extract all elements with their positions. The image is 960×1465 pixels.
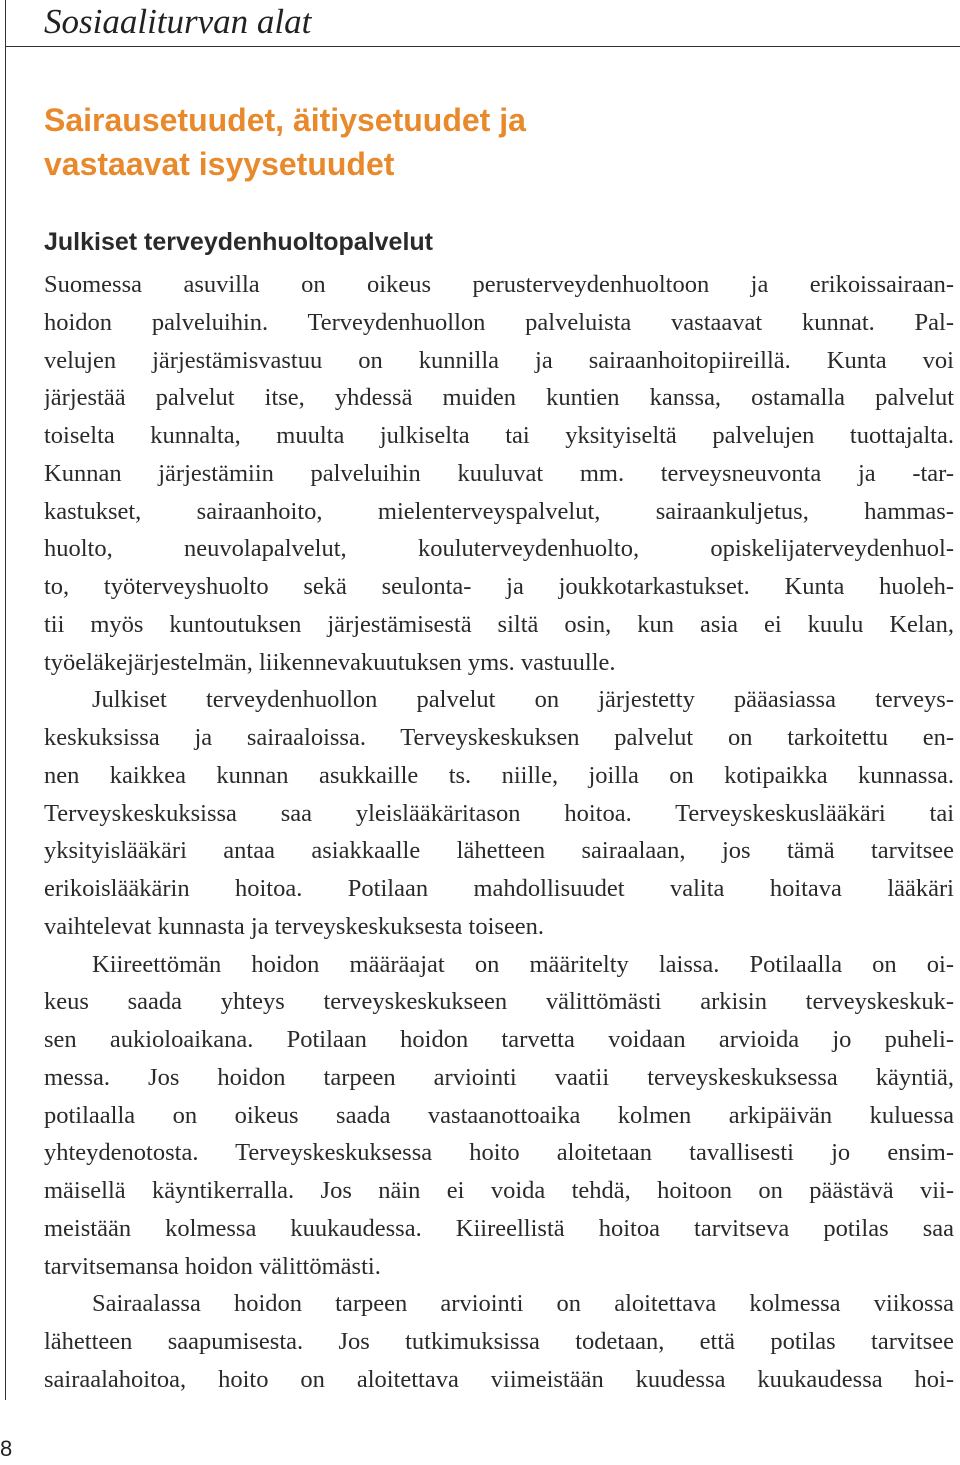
running-head: Sosiaaliturvan alat bbox=[44, 2, 312, 41]
body-line: keus saada yhteys terveyskeskukseen välittömästi arkisin terveyskeskuk- bbox=[44, 988, 954, 1016]
body-line: keskuksissa ja sairaaloissa. Terveyskeskuksen palvelut on tarkoitettu en- bbox=[44, 724, 954, 751]
body-line: potilaalla on oikeus saada vastaanottoaika kolmen arkipäivän kuluessa bbox=[44, 1101, 954, 1129]
body-line: huolto, neuvolapalvelut, kouluterveydenhuolto, opiskelijaterveydenhuol- bbox=[44, 535, 954, 563]
body-line: yhteydenotosta. Terveyskeskuksessa hoito aloitetaan tavallisesti jo ensim- bbox=[44, 1139, 954, 1167]
section-title bbox=[44, 98, 526, 186]
body-line: Terveyskeskuksissa saa yleislääkäritason hoitoa. Terveyskeskuslääkäri tai bbox=[44, 799, 954, 827]
body-line: erikoislääkärin hoitoa. Potilaan mahdollisuudet valita hoitava lääkäri bbox=[44, 875, 954, 902]
body-line: kastukset, sairaanhoito, mielenterveyspalvelut, sairaankuljetus, hammas- bbox=[44, 497, 954, 525]
body-line: messa. Jos hoidon tarpeen arviointi vaatii terveyskeskuksessa käyntiä, bbox=[44, 1063, 954, 1091]
page-number: 8 bbox=[0, 1436, 13, 1461]
section-title-line: Sairausetuudet, äitiysetuudet ja bbox=[44, 102, 526, 138]
body-line: Kunnan järjestämiin palveluihin kuuluvat mm. terveysneuvonta ja -tar- bbox=[44, 459, 954, 487]
body-line: velujen järjestämisvastuu on kunnilla ja sairaanhoitopiireillä. Kunta voi bbox=[44, 346, 954, 374]
body-line: tarvitsemansa hoidon välittömästi. bbox=[44, 1252, 381, 1280]
body-line: työeläkejärjestelmän, liikennevakuutuksen yms. vastuulle. bbox=[44, 648, 616, 676]
body-line: mäisellä käyntikerralla. Jos näin ei voida tehdä, hoitoon on päästävä vii- bbox=[44, 1177, 954, 1204]
body-line: vaihtelevat kunnasta ja terveyskeskuksesta toiseen. bbox=[44, 912, 545, 940]
body-line: meistään kolmessa kuukaudessa. Kiireellistä hoitoa tarvitseva potilas saa bbox=[44, 1214, 954, 1242]
body-line: sen aukioloaikana. Potilaan hoidon tarvetta voidaan arvioida jo puheli- bbox=[44, 1026, 954, 1053]
subsection-title: Julkiset terveydenhuoltopalvelut bbox=[44, 228, 433, 256]
body-line: to, työterveyshuolto sekä seulonta- ja joukkotarkastukset. Kunta huoleh- bbox=[44, 573, 954, 600]
section-title-line: vastaavat isyysetuudet bbox=[44, 146, 395, 182]
body-line: hoidon palveluihin. Terveydenhuollon palveluista vastaavat kunnat. Pal- bbox=[44, 308, 954, 336]
body-line: yksityislääkäri antaa asiakkaalle lähetteen sairaalaan, jos tämä tarvitsee bbox=[44, 837, 954, 865]
body-line: Sairaalassa hoidon tarpeen arviointi on aloitettava kolmessa viikossa bbox=[92, 1290, 954, 1318]
left-margin-rule bbox=[5, 0, 6, 1400]
body-line: sairaalahoitoa, hoito on aloitettava viimeistään kuudessa kuukaudessa hoi- bbox=[44, 1365, 954, 1393]
body-text bbox=[44, 266, 954, 1399]
body-line: toiselta kunnalta, muulta julkiselta tai yksityiseltä palvelujen tuottajalta. bbox=[44, 422, 954, 449]
body-line: Kiireettömän hoidon määräajat on määritelty laissa. Potilaalla on oi- bbox=[92, 950, 954, 978]
body-line: järjestää palvelut itse, yhdessä muiden kuntien kanssa, ostamalla palvelut bbox=[44, 384, 954, 412]
body-line: nen kaikkea kunnan asukkaille ts. niille, joilla on kotipaikka kunnassa. bbox=[44, 761, 954, 789]
body-line: lähetteen saapumisesta. Jos tutkimuksissa todetaan, että potilas tarvitsee bbox=[44, 1328, 954, 1355]
body-line: tii myös kuntoutuksen järjestämisestä siltä osin, kun asia ei kuulu Kelan, bbox=[44, 610, 954, 638]
body-line: Julkiset terveydenhuollon palvelut on järjestetty pääasiassa terveys- bbox=[92, 686, 954, 714]
body-line: Suomessa asuvilla on oikeus perusterveydenhuoltoon ja erikoissairaan- bbox=[44, 271, 954, 298]
header-rule bbox=[5, 46, 960, 47]
